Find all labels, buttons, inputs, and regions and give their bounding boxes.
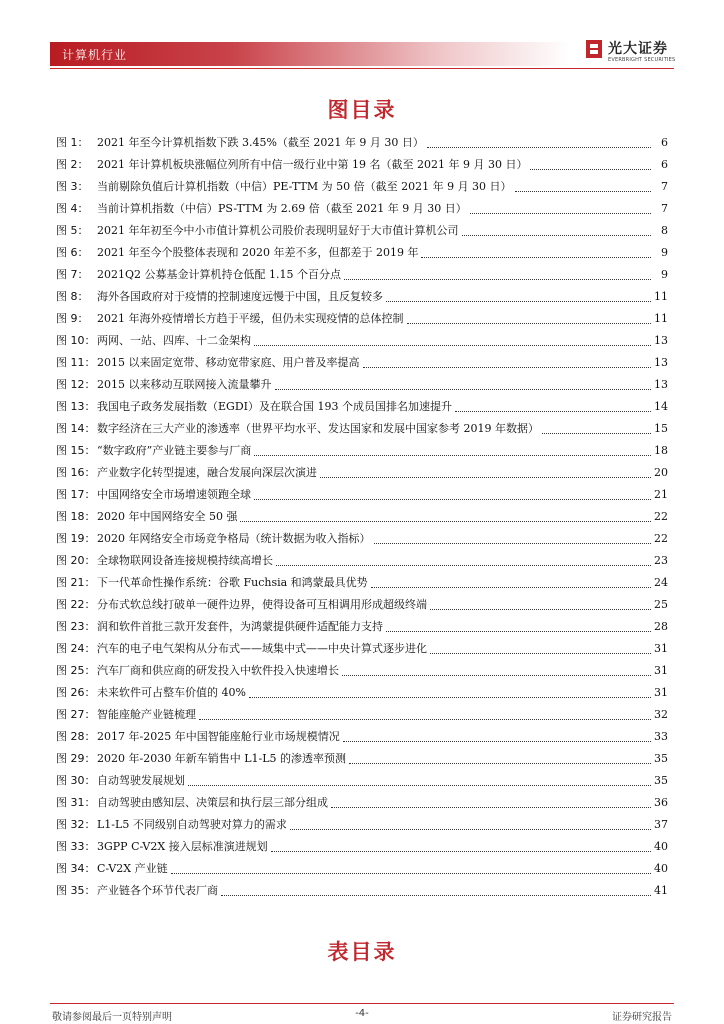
toc-entry-leader [342, 675, 651, 676]
toc-entry-page: 37 [654, 818, 668, 831]
footer-report-type: 证券研究报告 [612, 1012, 672, 1023]
toc-entry-title: 智能座舱产业链梳理 [97, 708, 196, 721]
toc-entry-label: 图 9： [56, 312, 89, 325]
toc-entry-title: 下一代革命性操作系统：谷歌 Fuchsia 和鸿蒙最具优势 [97, 576, 368, 589]
toc-entry-label: 图 28： [56, 730, 96, 743]
toc-entry-title: 汽车厂商和供应商的研发投入中软件投入快速增长 [97, 664, 339, 677]
toc-entry-leader [386, 631, 651, 632]
toc-entry-page: 21 [654, 488, 668, 501]
toc-entry-title: 2015 以来移动互联网接入流量攀升 [97, 378, 272, 391]
toc-entry-label: 图 31： [56, 796, 96, 809]
toc-entry-title: 2015 以来固定宽带、移动宽带家庭、用户普及率提高 [97, 356, 360, 369]
toc-entry-label: 图 7： [56, 268, 89, 281]
toc-entry-page: 31 [654, 642, 668, 655]
toc-entry-label: 图 19： [56, 532, 96, 545]
toc-entry-label: 图 22： [56, 598, 96, 611]
toc-entry-page: 14 [654, 400, 668, 413]
toc-entry-label: 图 6： [56, 246, 89, 259]
toc-entry-page: 6 [661, 158, 668, 171]
toc-entry-label: 图 35： [56, 884, 96, 897]
toc-entry-leader [171, 873, 651, 874]
toc-entry-page: 7 [661, 202, 668, 215]
toc-entry-leader [515, 191, 651, 192]
toc-entry[interactable] [56, 660, 668, 682]
toc-entry-label: 图 8： [56, 290, 89, 303]
toc-entry-title: 产业链各个环节代表厂商 [97, 884, 218, 897]
toc-entry[interactable] [56, 682, 668, 704]
toc-entry-page: 20 [654, 466, 668, 479]
toc-entry-title: 两网、一站、四库、十二金架构 [97, 334, 251, 347]
toc-entry-title: 2021Q2 公募基金计算机持仓低配 1.15 个百分点 [97, 268, 341, 281]
header-band [50, 42, 570, 66]
toc-entry-leader [462, 235, 652, 236]
toc-entry[interactable] [56, 770, 668, 792]
toc-entry-leader [349, 763, 651, 764]
toc-entry-page: 41 [654, 884, 668, 897]
toc-entry-label: 图 34： [56, 862, 96, 875]
toc-entry-page: 31 [654, 664, 668, 677]
toc-entry[interactable] [56, 330, 668, 352]
toc-entry-leader [421, 257, 651, 258]
toc-entry-page: 32 [654, 708, 668, 721]
toc-entry[interactable] [56, 462, 668, 484]
toc-entry[interactable] [56, 484, 668, 506]
toc-entry-title: 未来软件可占整车价值的 40% [97, 686, 246, 699]
toc-entry-leader [221, 895, 651, 896]
toc-entry-label: 图 17： [56, 488, 96, 501]
toc-entry[interactable] [56, 264, 668, 286]
industry-label: 计算机行业 [62, 48, 128, 62]
toc-entry-title: 2017 年-2025 年中国智能座舱行业市场规模情况 [97, 730, 340, 743]
toc-entry-title: 数字经济在三大产业的渗透率（世界平均水平、发达国家和发展中国家参考 2019 年数据） [97, 422, 539, 435]
toc-entry[interactable] [56, 858, 668, 880]
toc-entry-page: 40 [654, 862, 668, 875]
toc-entry-page: 35 [654, 774, 668, 787]
toc-entry-leader [343, 741, 651, 742]
figure-toc-list [56, 132, 668, 902]
toc-entry-page: 13 [654, 378, 668, 391]
toc-entry-label: 图 21： [56, 576, 96, 589]
toc-entry[interactable] [56, 814, 668, 836]
toc-entry-leader [331, 807, 651, 808]
toc-entry-title: 2020 年-2030 年新车销售中 L1-L5 的渗透率预测 [97, 752, 347, 765]
toc-entry-label: 图 29： [56, 752, 96, 765]
toc-entry[interactable] [56, 506, 668, 528]
toc-entry-page: 8 [661, 224, 668, 237]
toc-entry-title: 我国电子政务发展指数（EGDI）及在联合国 193 个成员国排名加速提升 [97, 400, 452, 413]
toc-entry[interactable] [56, 396, 668, 418]
toc-entry-label: 图 25： [56, 664, 96, 677]
toc-entry[interactable] [56, 308, 668, 330]
toc-entry-label: 图 14： [56, 422, 96, 435]
toc-entry-leader [188, 785, 651, 786]
toc-entry-leader [344, 279, 651, 280]
toc-entry-leader [455, 411, 651, 412]
toc-entry[interactable] [56, 242, 668, 264]
toc-entry-label: 图 5： [56, 224, 89, 237]
toc-entry-leader [363, 367, 652, 368]
toc-entry-label: 图 30： [56, 774, 96, 787]
toc-entry-page: 18 [654, 444, 668, 457]
footer-divider [50, 1003, 674, 1004]
toc-entry[interactable] [56, 748, 668, 770]
toc-entry-leader [276, 565, 651, 566]
toc-entry-title: 润和软件首批三款开发套件，为鸿蒙提供硬件适配能力支持 [97, 620, 383, 633]
toc-entry-page: 33 [654, 730, 668, 743]
toc-entry-title: 2020 年网络安全市场竞争格局（统计数据为收入指标） [97, 532, 371, 545]
toc-entry-label: 图 12： [56, 378, 96, 391]
toc-entry-leader [407, 323, 652, 324]
toc-entry-title: C-V2X 产业链 [97, 862, 168, 875]
toc-entry-title: “数字政府”产业链主要参与厂商 [97, 444, 252, 457]
toc-entry-page: 31 [654, 686, 668, 699]
brand-name-cn: 光大证券 [608, 41, 668, 57]
toc-entry-leader [254, 455, 651, 456]
toc-entry-leader [254, 345, 651, 346]
toc-entry-title: 自动驾驶由感知层、决策层和执行层三部分组成 [97, 796, 328, 809]
footer-page-number: -4- [355, 1008, 369, 1019]
toc-entry[interactable] [56, 550, 668, 572]
toc-entry-title: 海外各国政府对于疫情的控制速度远慢于中国，且反复较多 [97, 290, 383, 303]
toc-entry[interactable] [56, 528, 668, 550]
toc-entry[interactable] [56, 132, 668, 154]
toc-entry[interactable] [56, 286, 668, 308]
toc-entry-title: 当前剔除负值后计算机指数（中信）PE-TTM 为 50 倍（截至 2021 年 9 月 30 日） [97, 180, 512, 193]
toc-entry[interactable] [56, 352, 668, 374]
toc-entry-page: 23 [654, 554, 668, 567]
toc-entry[interactable] [56, 616, 668, 638]
toc-entry-page: 36 [654, 796, 668, 809]
toc-entry-page: 6 [661, 136, 668, 149]
toc-entry-leader [374, 543, 652, 544]
toc-entry-title: 3GPP C-V2X 接入层标准演进规划 [97, 840, 268, 853]
toc-entry-page: 9 [661, 246, 668, 259]
toc-entry-leader [542, 433, 651, 434]
toc-entry-page: 35 [654, 752, 668, 765]
toc-entry-leader [275, 389, 652, 390]
toc-entry-label: 图 18： [56, 510, 96, 523]
toc-entry-page: 15 [654, 422, 668, 435]
toc-entry-leader [430, 609, 651, 610]
toc-entry-page: 11 [654, 312, 668, 325]
toc-entry[interactable] [56, 374, 668, 396]
toc-entry-label: 图 26： [56, 686, 96, 699]
toc-entry-title: 汽车的电子电气架构从分布式——域集中式——中央计算式逐步进化 [97, 642, 427, 655]
toc-entry-label: 图 32： [56, 818, 96, 831]
toc-entry[interactable] [56, 418, 668, 440]
toc-entry-title: 中国网络安全市场增速领跑全球 [97, 488, 251, 501]
toc-entry-label: 图 33： [56, 840, 96, 853]
toc-entry-leader [199, 719, 651, 720]
toc-entry[interactable] [56, 836, 668, 858]
toc-entry[interactable] [56, 154, 668, 176]
header-divider [50, 68, 674, 69]
toc-entry-leader [240, 521, 651, 522]
toc-entry-label: 图 23： [56, 620, 96, 633]
toc-entry-page: 11 [654, 290, 668, 303]
toc-entry-leader [271, 851, 651, 852]
toc-entry-label: 图 1： [56, 136, 89, 149]
toc-entry[interactable] [56, 220, 668, 242]
toc-entry-leader [320, 477, 651, 478]
toc-entry[interactable] [56, 176, 668, 198]
toc-entry-page: 40 [654, 840, 668, 853]
toc-entry-title: 产业数字化转型提速，融合发展向深层次演进 [97, 466, 317, 479]
toc-entry-label: 图 24： [56, 642, 96, 655]
toc-entry-page: 25 [654, 598, 668, 611]
toc-entry[interactable] [56, 572, 668, 594]
toc-entry[interactable] [56, 704, 668, 726]
brand-logo [584, 38, 680, 66]
toc-entry-title: 当前计算机指数（中信）PS-TTM 为 2.69 倍（截至 2021 年 9 月 30 日） [97, 202, 467, 215]
toc-entry-title: 全球物联网设备连接规模持续高增长 [97, 554, 273, 567]
toc-entry-label: 图 13： [56, 400, 96, 413]
toc-entry-page: 22 [654, 510, 668, 523]
toc-entry-leader [254, 499, 651, 500]
toc-entry[interactable] [56, 638, 668, 660]
toc-entry-label: 图 16： [56, 466, 96, 479]
toc-entry-page: 9 [661, 268, 668, 281]
toc-entry-leader [386, 301, 651, 302]
toc-entry-page: 22 [654, 532, 668, 545]
toc-entry-title: 2021 年计算机板块涨幅位列所有中信一级行业中第 19 名（截至 2021 年 9 月 30 日） [97, 158, 528, 171]
toc-entry-title: 2021 年海外疫情增长方趋于平缓，但仍未实现疫情的总体控制 [97, 312, 404, 325]
toc-entry-leader [430, 653, 651, 654]
toc-entry-page: 28 [654, 620, 668, 633]
figure-toc-title: 图目录 [327, 98, 397, 122]
toc-entry-title: 2021 年至今个股整体表现和 2020 年差不多，但都差于 2019 年 [97, 246, 419, 259]
table-toc-title: 表目录 [327, 940, 397, 964]
toc-entry[interactable] [56, 198, 668, 220]
toc-entry-title: 分布式软总线打破单一硬件边界，使得设备可互相调用形成超级终端 [97, 598, 427, 611]
brand-logo-icon [584, 38, 604, 60]
toc-entry[interactable] [56, 726, 668, 748]
toc-entry-label: 图 11： [56, 356, 96, 369]
toc-entry-leader [290, 829, 651, 830]
toc-entry-leader [530, 169, 651, 170]
toc-entry-title: 2020 年中国网络安全 50 强 [97, 510, 238, 523]
toc-entry-leader [249, 697, 651, 698]
toc-entry-page: 24 [654, 576, 668, 589]
toc-entry-title: 2021 年至今计算机指数下跌 3.45%（截至 2021 年 9 月 30 日） [97, 136, 424, 149]
toc-entry-label: 图 20： [56, 554, 96, 567]
brand-name-en: EVERBRIGHT SECURITIES [608, 57, 676, 63]
toc-entry[interactable] [56, 594, 668, 616]
toc-entry-label: 图 15： [56, 444, 96, 457]
toc-entry-label: 图 4： [56, 202, 89, 215]
toc-entry-label: 图 3： [56, 180, 89, 193]
toc-entry-label: 图 2： [56, 158, 89, 171]
toc-entry-leader [371, 587, 651, 588]
toc-entry-title: 自动驾驶发展规划 [97, 774, 185, 787]
toc-entry-leader [427, 147, 651, 148]
toc-entry[interactable] [56, 440, 668, 462]
toc-entry-leader [470, 213, 651, 214]
toc-entry-page: 7 [661, 180, 668, 193]
toc-entry-page: 13 [654, 356, 668, 369]
toc-entry-title: L1-L5 不同级别自动驾驶对算力的需求 [97, 818, 287, 831]
toc-entry-page: 13 [654, 334, 668, 347]
toc-entry-title: 2021 年年初至今中小市值计算机公司股价表现明显好于大市值计算机公司 [97, 224, 459, 237]
toc-entry[interactable] [56, 792, 668, 814]
toc-entry[interactable] [56, 880, 668, 902]
footer-disclaimer: 敬请参阅最后一页特别声明 [52, 1012, 172, 1023]
toc-entry-label: 图 10： [56, 334, 96, 347]
toc-entry-label: 图 27： [56, 708, 96, 721]
